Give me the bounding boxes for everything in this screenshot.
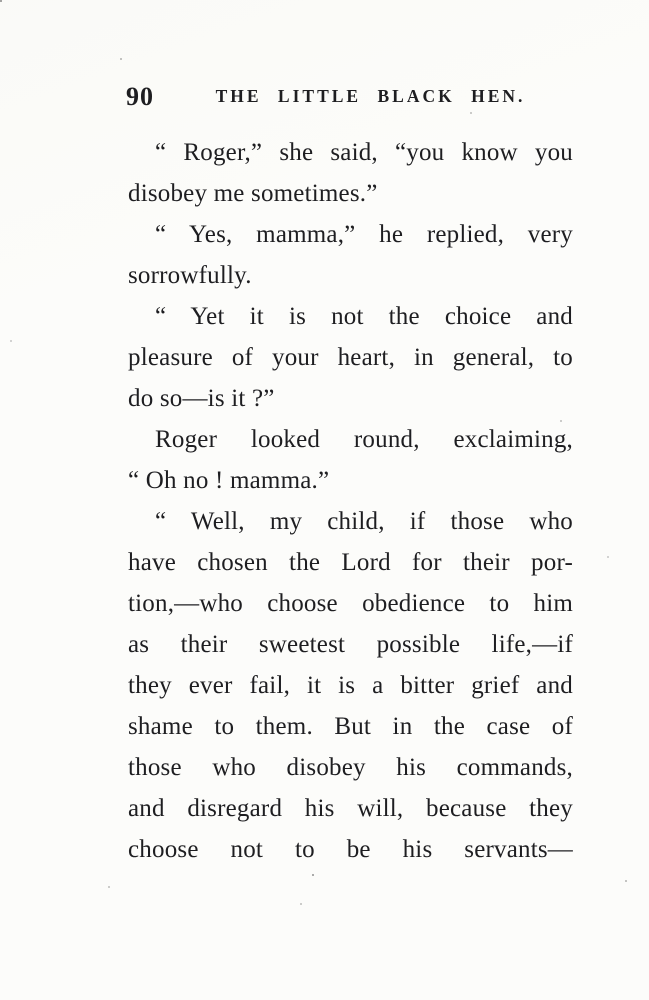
text-line: “ Yes, mamma,” he replied, very bbox=[155, 221, 573, 248]
text-line: “ Roger,” she said, “you know you bbox=[155, 139, 573, 166]
text-line: “ Oh no ! mamma.” bbox=[128, 467, 330, 494]
text-line: sorrowfully. bbox=[128, 262, 252, 289]
running-title: THE LITTLE BLACK HEN. bbox=[215, 86, 526, 106]
text-line: pleasure of your heart, in general, to bbox=[128, 344, 573, 371]
text-line: as their sweetest possible life,—if bbox=[128, 631, 573, 658]
text-line: they ever fail, it is a bitter grief and bbox=[128, 672, 573, 699]
text-line: shame to them. But in the case of bbox=[128, 713, 573, 740]
text-line: those who disobey his commands, bbox=[128, 754, 573, 781]
text-line: Roger looked round, exclaiming, bbox=[155, 426, 573, 453]
text-line: choose not to be his servants— bbox=[128, 836, 573, 863]
body-text bbox=[128, 132, 573, 870]
text-line: tion,—who choose obedience to him bbox=[128, 590, 573, 617]
text-line: “ Yet it is not the choice and bbox=[155, 303, 573, 330]
text-line: do so—is it ?” bbox=[128, 385, 275, 412]
text-line: disobey me sometimes.” bbox=[128, 180, 378, 207]
text-line: have chosen the Lord for their por- bbox=[128, 549, 573, 576]
text-line: and disregard his will, because they bbox=[128, 795, 573, 822]
text-line: “ Well, my child, if those who bbox=[155, 508, 573, 535]
running-head bbox=[128, 82, 573, 112]
page-number: 90 bbox=[126, 82, 154, 111]
scan-speck-artifacts bbox=[0, 0, 2, 2]
